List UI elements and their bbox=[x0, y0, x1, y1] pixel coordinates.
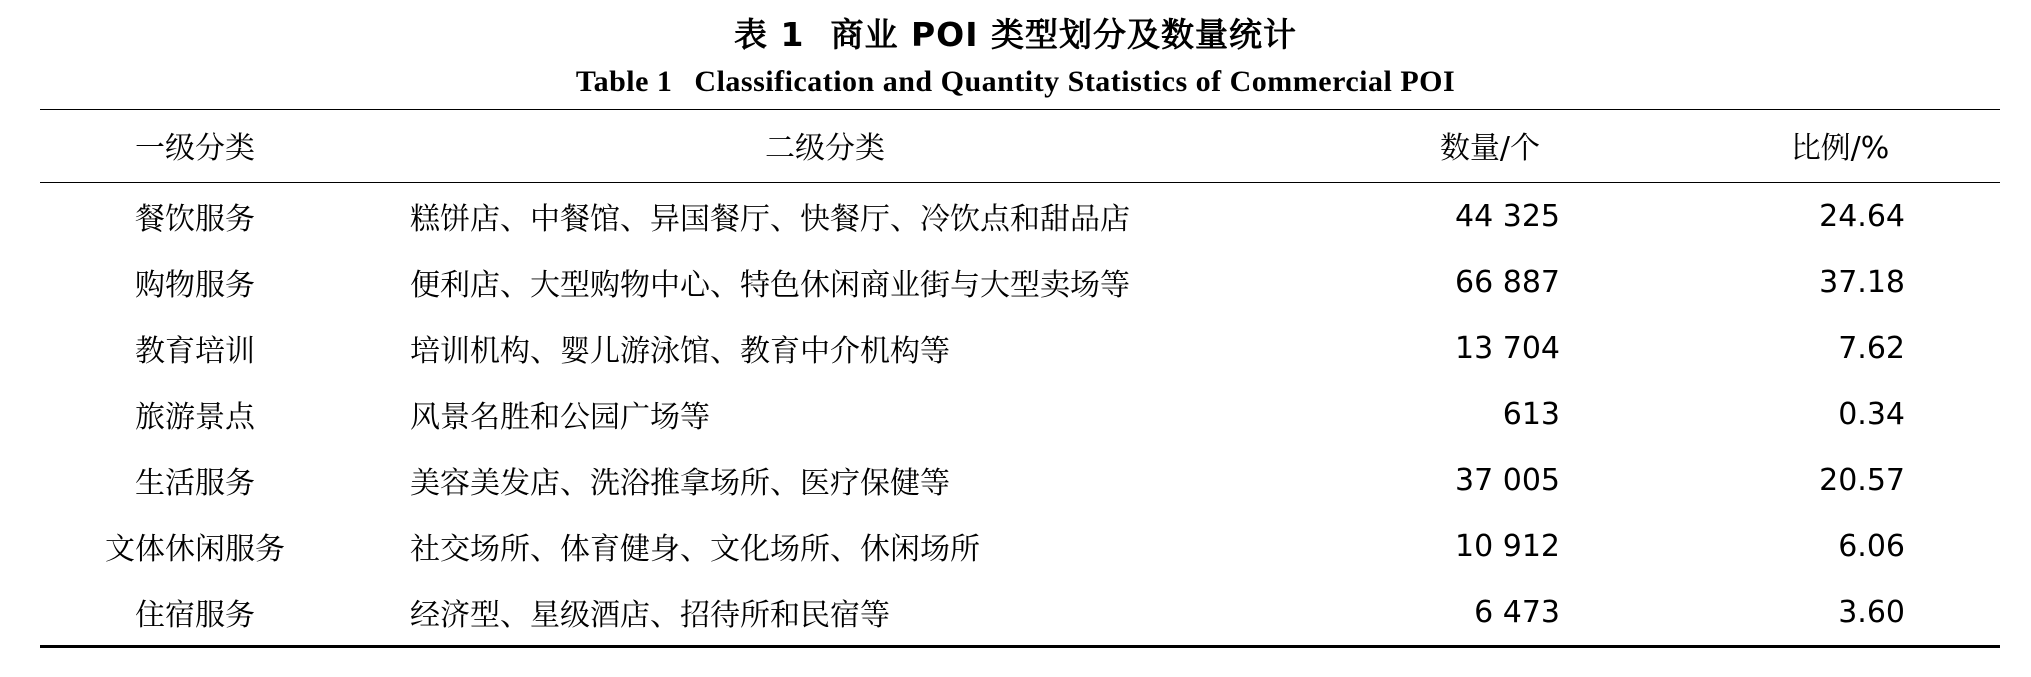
cell-level2: 风景名胜和公园广场等 bbox=[410, 400, 710, 436]
table-row bbox=[40, 579, 2000, 647]
column-header-level1: 一级分类 bbox=[135, 131, 255, 167]
table-title-chinese-text: 商业 POI 类型划分及数量统计 bbox=[830, 15, 1297, 54]
column-header-level2: 二级分类 bbox=[765, 131, 885, 167]
cell-quantity: 13 704 bbox=[1455, 330, 1560, 366]
cell-quantity: 6 473 bbox=[1474, 594, 1560, 630]
cell-quantity: 66 887 bbox=[1455, 264, 1560, 300]
table-row bbox=[40, 447, 2000, 513]
cell-percent: 24.64 bbox=[1819, 198, 1905, 234]
table-number-chinese: 表 1 bbox=[734, 15, 805, 54]
cell-level1: 购物服务 bbox=[135, 268, 255, 304]
cell-level2: 经济型、星级酒店、招待所和民宿等 bbox=[410, 598, 890, 634]
cell-level1: 文体休闲服务 bbox=[105, 532, 285, 568]
table-row bbox=[40, 315, 2000, 381]
cell-level2: 便利店、大型购物中心、特色休闲商业街与大型卖场等 bbox=[410, 268, 1130, 304]
cell-percent: 6.06 bbox=[1838, 528, 1905, 564]
cell-quantity: 44 325 bbox=[1455, 198, 1560, 234]
poi-classification-table bbox=[40, 109, 2000, 648]
cell-level2: 社交场所、体育健身、文化场所、休闲场所 bbox=[410, 532, 980, 568]
table-row bbox=[40, 381, 2000, 447]
cell-level1: 旅游景点 bbox=[135, 400, 255, 436]
table-title-english bbox=[40, 55, 1991, 109]
table-title-english-text: Classification and Quantity Statistics of Commercial POI bbox=[694, 65, 1456, 99]
cell-percent: 37.18 bbox=[1819, 264, 1905, 300]
cell-level1: 生活服务 bbox=[135, 466, 255, 502]
cell-level1: 教育培训 bbox=[135, 334, 255, 370]
table-row bbox=[40, 183, 2000, 250]
cell-level1: 餐饮服务 bbox=[135, 202, 255, 238]
cell-percent: 20.57 bbox=[1819, 462, 1905, 498]
table-header bbox=[40, 110, 2000, 183]
cell-quantity: 10 912 bbox=[1455, 528, 1560, 564]
column-header-quantity: 数量/个 bbox=[1439, 131, 1541, 167]
table-title-chinese bbox=[40, 0, 1991, 55]
cell-level2: 糕饼店、中餐馆、异国餐厅、快餐厅、冷饮点和甜品店 bbox=[410, 202, 1130, 238]
table-row bbox=[40, 513, 2000, 579]
cell-level1: 住宿服务 bbox=[135, 598, 255, 634]
cell-quantity: 37 005 bbox=[1455, 462, 1560, 498]
table-number-english: Table 1 bbox=[575, 65, 673, 99]
cell-percent: 0.34 bbox=[1838, 396, 1905, 432]
column-header-percent: 比例/% bbox=[1790, 131, 1890, 167]
cell-percent: 7.62 bbox=[1838, 330, 1905, 366]
table-body bbox=[40, 183, 2000, 647]
table-row bbox=[40, 249, 2000, 315]
table-header-row bbox=[40, 110, 2000, 183]
cell-quantity: 613 bbox=[1502, 396, 1560, 432]
cell-percent: 3.60 bbox=[1838, 594, 1905, 630]
cell-level2: 美容美发店、洗浴推拿场所、医疗保健等 bbox=[410, 466, 950, 502]
cell-level2: 培训机构、婴儿游泳馆、教育中介机构等 bbox=[410, 334, 950, 370]
